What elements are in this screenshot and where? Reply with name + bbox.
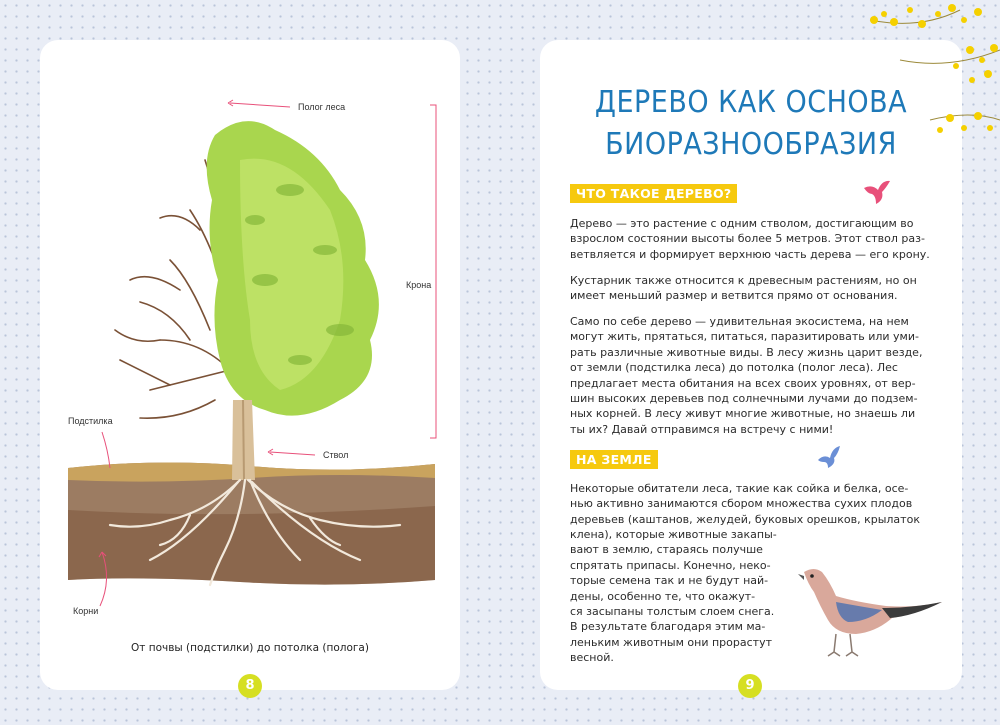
text-line: ты их? Давай отправимся на встречу с ними!: [570, 422, 834, 436]
text-line: шин высоких деревьев под солнечными лучами до подзем-: [570, 392, 918, 406]
text-line: ся засыпаны толстым слоем снега.: [570, 605, 775, 619]
text-line: Кустарник также относится к древесным растениям, но он: [570, 274, 917, 287]
pink-bird-icon: [862, 178, 892, 206]
tree-illustration: [40, 40, 460, 690]
text-line: Дерево — это растение с одним стволом, достигающим во: [570, 217, 914, 230]
yellow-flowers-decoration: [860, 0, 1000, 140]
text-line: ветвляется и формирует верхнюю часть дерева — его крону.: [570, 247, 930, 261]
label-canopy: Полог леса: [298, 102, 346, 112]
text-line: леньким животным они прорастут: [570, 635, 772, 649]
paragraph-3: [570, 314, 922, 437]
jay-bird-illustration: [796, 562, 946, 662]
text-line: Некоторые обитатели леса, такие как сойка и белка, осе-: [570, 482, 909, 495]
text-line: имеет меньший размер и ветвится прямо от основания.: [570, 289, 898, 303]
section-heading-on-ground: НА ЗЕМЛЕ: [570, 450, 658, 469]
text-line: дены, особенно те, что окажут-: [570, 589, 756, 603]
label-roots: Корни: [73, 606, 99, 616]
label-litter: Подстилка: [68, 416, 113, 426]
page-number-left: 8: [238, 674, 262, 698]
paragraph-1: [570, 216, 930, 262]
section-heading-what-is-tree: ЧТО ТАКОЕ ДЕРЕВО?: [570, 184, 737, 203]
page-number-right: 9: [738, 674, 762, 698]
paragraph-4: [570, 481, 920, 527]
label-crown: Крона: [406, 280, 432, 290]
text-line: спрятать припасы. Конечно, неко-: [570, 558, 771, 572]
title-line-1: ДЕРЕВО КАК ОСНОВА: [594, 85, 908, 121]
figure-caption: От почвы (подстилки) до потолка (полога): [131, 642, 369, 654]
text-line: нью активно занимаются сбором множества сухих плодов: [570, 497, 913, 511]
blue-bird-icon: [816, 444, 842, 470]
text-line: клена), которые животные закапы-: [570, 528, 777, 541]
text-line: от земли (подстилка леса) до потолка (полог леса). Лес: [570, 361, 898, 375]
text-line: рать различные животные виды. В лесу жизнь царит везде,: [570, 345, 923, 359]
title-line-2: БИОРАЗНООБРАЗИЯ: [605, 127, 897, 163]
text-line: могут жить, прятаться, питаться, паразитировать или уми-: [570, 330, 919, 344]
text-line: деревьев (каштанов, желудей, буковых орешков, крылаток: [570, 512, 920, 526]
text-line: В результате благодаря этим ма-: [570, 620, 766, 634]
left-page: [40, 40, 460, 693]
paragraph-5: [570, 527, 777, 666]
text-line: Само по себе дерево — удивительная экосистема, на нем: [570, 315, 909, 328]
text-line: торые семена так и не будут най-: [570, 574, 769, 588]
label-trunk: Ствол: [323, 450, 349, 460]
text-line: взрослом состоянии высоты более 5 метров. Этот ствол раз-: [570, 232, 925, 246]
text-line: ных корней. В лесу живут многие животные, но знаешь ли: [570, 407, 916, 421]
paragraph-2: [570, 273, 917, 304]
text-line: предлагает места обитания на всех своих уровнях, от вер-: [570, 376, 916, 390]
text-line: весной.: [570, 651, 614, 665]
text-line: вают в землю, стараясь получше: [570, 543, 763, 557]
